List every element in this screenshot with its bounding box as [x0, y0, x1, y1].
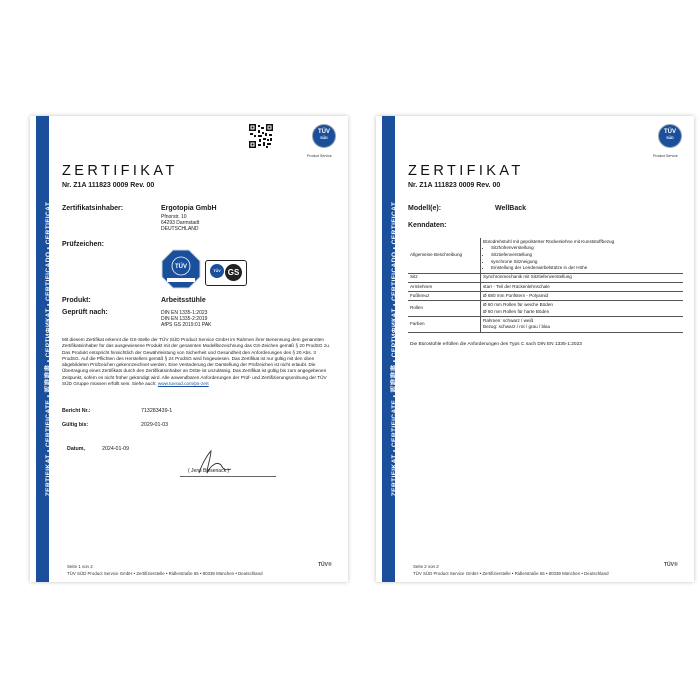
table-row: [408, 301, 683, 317]
spec-key: Armlehnen: [408, 282, 481, 291]
product-value: Arbeitsstühle: [161, 297, 206, 304]
spec-value: starr - Teil der Rückenlehnschale: [481, 282, 684, 291]
footer-address: TÜV SÜD Product Service GmbH • Zertifizierstelle • Ridlerstraße 65 • 80339 München • Deutschland: [67, 571, 263, 576]
standard-line: AfPS GS 2019:01 PAK: [161, 322, 212, 328]
spec-value: [481, 316, 684, 332]
table-row: [408, 273, 683, 282]
product-label: Produkt:: [62, 297, 91, 304]
report-value: 713283439-1: [141, 408, 173, 414]
spec-bullets: [483, 245, 681, 271]
tuv-footer-mark: TÜV®: [664, 562, 678, 568]
tuv-octagon-mark-icon: [161, 249, 201, 289]
spec-key: Rollen: [408, 301, 481, 317]
spec-key: Sitz: [408, 273, 481, 282]
spec-key: Allgemeine Beschreibung: [408, 238, 481, 273]
list-item: • Sitzhöhenverstellung: [491, 245, 681, 252]
spec-table: [408, 238, 683, 333]
tuv-logo-icon: [312, 124, 336, 148]
spec-key: Farben: [408, 316, 481, 332]
table-row: [408, 282, 683, 291]
tuv-logo-text: TÜV: [664, 129, 676, 135]
page-number: Seite 1 von 2: [67, 564, 93, 569]
data-label: Kenndaten:: [408, 222, 447, 229]
spec-value: [481, 301, 684, 317]
footer-address: TÜV SÜD Product Service GmbH • Zertifizierstelle • Ridlerstraße 65 • 80339 München • Deutschland: [413, 571, 609, 576]
table-row: [408, 238, 683, 273]
svg-text:TÜV: TÜV: [175, 264, 187, 270]
spec-line: Rahmen: schwarz / weiß: [483, 317, 534, 323]
spec-title: Bürodrehstuhl mit gepolsterter Rückenlehne mit Kunststoffbezug: [483, 238, 615, 244]
qr-code-icon: [249, 124, 273, 148]
valid-label: Gültig bis:: [62, 422, 89, 428]
address-line: DEUTSCHLAND: [161, 226, 199, 232]
signature-line: [180, 476, 276, 477]
holder-label: Zertifikatsinhaber:: [62, 205, 124, 212]
product-service-label: Product Service: [653, 154, 678, 158]
side-band: [382, 116, 398, 582]
certificate-number: Nr. Z1A 111823 0009 Rev. 00: [62, 182, 155, 189]
product-service-label: Product Service: [307, 154, 332, 158]
spec-line: Bezug: schwarz / rot / grau / blau: [483, 324, 551, 330]
date-label: Datum,: [67, 446, 85, 452]
list-item: • Einstellung der Lendenwirbelstütze in der Höhe: [491, 265, 681, 272]
report-label: Bericht Nr.:: [62, 408, 91, 414]
tuv-logo-subtext: SÜD: [666, 136, 674, 140]
model-label: Modell(e):: [408, 205, 442, 212]
list-item: • Sitztiefenverstellung: [491, 252, 681, 259]
table-row: [408, 291, 683, 300]
tuv-logo-icon: [658, 124, 682, 148]
table-row: [408, 316, 683, 332]
side-band-text: ZERTIFIKAT • CERTIFICATE • 認證證書 • СЕРТИФИКАТ • CERTIFICADO • CERTIFICAT: [44, 201, 52, 497]
address-line: Pfnorstr. 10: [161, 214, 187, 220]
tuv-footer-mark: TÜV®: [318, 562, 332, 568]
holder-name: Ergotopia GmbH: [161, 205, 217, 212]
spec-line: Ø 60 mm Rollen für weiche Böden: [483, 301, 553, 307]
tested-standards: [161, 310, 212, 328]
spec-value: [481, 238, 684, 273]
spec-key: Fußkreuz: [408, 291, 481, 300]
gs-mark-icon: [205, 260, 247, 286]
spec-value: Synchronmechanik mit Sitztiefenverstellung: [481, 273, 684, 282]
date-value: 2024-01-09: [102, 446, 130, 452]
certificate-text: [62, 337, 334, 387]
certificate-title: ZERTIFIKAT: [62, 163, 178, 179]
certificate-number: Nr. Z1A 111823 0009 Rev. 00: [408, 182, 501, 189]
tuv-logo-subtext: SÜD: [320, 136, 328, 140]
standard-line: DIN EN 1335-2:2019: [161, 316, 208, 322]
spec-line: Ø 60 mm Rollen für harte Böden: [483, 308, 550, 314]
page-number: Seite 2 von 2: [413, 564, 439, 569]
holder-address: [161, 214, 199, 232]
list-item: • synchrone Sitzneigung: [491, 259, 681, 266]
address-line: 64293 Darmstadt: [161, 220, 200, 226]
tuv-logo-text: TÜV: [318, 129, 330, 135]
tested-label: Geprüft nach:: [62, 309, 108, 316]
certificate-page-1: [30, 116, 348, 582]
side-band: [36, 116, 52, 582]
compliance-note: Die Bürostühle erfüllen die Anforderungen des Typs C nach DIN EN 1335-1:2023: [410, 342, 582, 347]
certificate-paragraph: Mit diesem Zertifikat erkennt die GS-Stelle der TÜV SÜD Product Service GmbH im Rahmen ihrer Benennung dem genannten Zertifikatsinhaber für das ausgewiesene Produkt mit der genannten Modellbezeichnung das GS-Zeichen gemäß § 20 ProdSG zu. Das Produkt entspricht hinsichtlich der Gewährleistung von Sicherheit und Gesundheit den Anforderungen des § 20 Abs. 3 ProdSG. Auf die Pflichten des Herstellers gemäß § 24 ProdSG wird hingewiesen. Das Zertifikat ist nur gültig mit den oben abgebildeten Prüfzeichen gekennzeichnet werden. Eine Veränderung der Darstellung der Prüfzeichen ist nicht erlaubt. Die Übertragung eines Zertifikats durch den Zertifikatsinhaber an Dritte ist unzulässig. Das Zertifikat ist gültig bis zum angegebenen Zeitpunkt, sofern es nicht früher gekündigt wird. Alle anwendbaren Anforderungen der Prüf- und Zertifizierungsordnung der TÜV SÜD Gruppe müssen erfüllt sein. Siehe auch:: [62, 337, 331, 387]
side-band-text: ZERTIFIKAT • CERTIFICATE • 認證證書 • СЕРТИФИКАТ • CERTIFICADO • CERTIFICAT: [390, 201, 398, 497]
certificate-title: ZERTIFIKAT: [408, 163, 524, 179]
spec-value: Ø 680 mm Fünfstern - Polyamid: [481, 291, 684, 300]
signer-name: ( Jens Biesenack ): [188, 468, 230, 474]
gs-mark-text: GS: [225, 264, 242, 281]
standard-line: DIN EN 1335-1:2023: [161, 310, 208, 316]
certificate-page-2: [376, 116, 694, 582]
zert-link[interactable]: www.tuvsud.com/ps-zert: [157, 381, 209, 387]
valid-value: 2029-01-03: [141, 422, 169, 428]
mark-label: Prüfzeichen:: [62, 241, 105, 248]
model-value: WellBack: [495, 205, 526, 212]
gs-tuv-mini: TÜV: [210, 264, 224, 278]
